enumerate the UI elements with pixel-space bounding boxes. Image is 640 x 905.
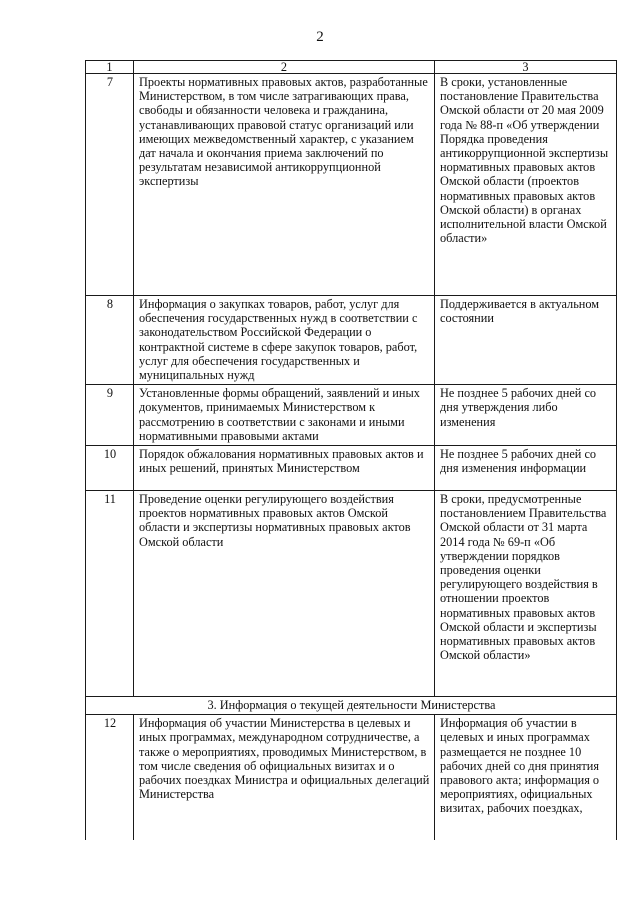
row-term: Информация об участии в целевых и иных программах размещается не позднее 10 рабочих дней со дня принятия правового акта; информация о мероприятиях, официальных визитах, рабочих поездках, [435, 715, 617, 840]
row-term: В сроки, установленные постановление Правительства Омской области от 20 мая 2009 года № 88-п «Об утверждении Порядка проведения антикоррупционной экспертизы нормативных правовых актов Омской области (проектов нормативных правовых актов Омской области) в органах исполнительной власти Омской области» [435, 74, 617, 296]
row-number: 10 [86, 446, 134, 491]
row-content: Проведение оценки регулирующего воздействия проектов нормативных правовых актов Омской области и экспертизы нормативных правовых актов Омской области [134, 491, 435, 697]
row-content: Информация о закупках товаров, работ, услуг для обеспечения государственных нужд в соответствии с законодательством Российской Федерации о контрактной системе в сфере закупок товаров, работ, услуг для обеспечения государственных и муниципальных нужд [134, 296, 435, 385]
page-number: 2 [316, 29, 324, 45]
table-row [86, 715, 617, 840]
row-number: 12 [86, 715, 134, 840]
table-row [86, 385, 617, 446]
section-row [86, 697, 617, 715]
table-row [86, 491, 617, 697]
row-number: 7 [86, 74, 134, 296]
row-number: 11 [86, 491, 134, 697]
row-term: Поддерживается в актуальном состоянии [435, 296, 617, 385]
row-content: Проекты нормативных правовых актов, разработанные Министерством, в том числе затрагивающих права, свободы и обязанности человека и гражданина, устанавливающих правовой статус организаций или имеющих межведомственный характер, с указанием дат начала и окончания приема заключений по результатам независимой антикоррупционной экспертизы [134, 74, 435, 296]
row-number: 8 [86, 296, 134, 385]
table-row [86, 296, 617, 385]
table-row [86, 446, 617, 491]
information-table [85, 60, 617, 840]
row-term: Не позднее 5 рабочих дней со дня изменения информации [435, 446, 617, 491]
row-content: Установленные формы обращений, заявлений и иных документов, принимаемых Министерством к рассмотрению в соответствии с законами и иными нормативными правовыми актами [134, 385, 435, 446]
column-header-row [86, 61, 617, 74]
column-header-content: 2 [134, 61, 435, 74]
row-number: 9 [86, 385, 134, 446]
row-term: Не позднее 5 рабочих дней со дня утверждения либо изменения [435, 385, 617, 446]
column-header-term: 3 [435, 61, 617, 74]
section-title: 3. Информация о текущей деятельности Министерства [86, 697, 617, 715]
row-term: В сроки, предусмотренные постановлением Правительства Омской области от 31 марта 2014 года № 69-п «Об утверждении порядков проведения оценки регулирующего воздействия в отношении проектов нормативных правовых актов Омской области и экспертизы нормативных правовых актов Омской области» [435, 491, 617, 697]
row-content: Порядок обжалования нормативных правовых актов и иных решений, принятых Министерством [134, 446, 435, 491]
table-row [86, 74, 617, 296]
row-content: Информация об участии Министерства в целевых и иных программах, международном сотрудничестве, а также о мероприятиях, проводимых Министерством, в том числе сведения об официальных визитах и о рабочих поездках Министра и официальных делегаций Министерства [134, 715, 435, 840]
column-header-number: 1 [86, 61, 134, 74]
